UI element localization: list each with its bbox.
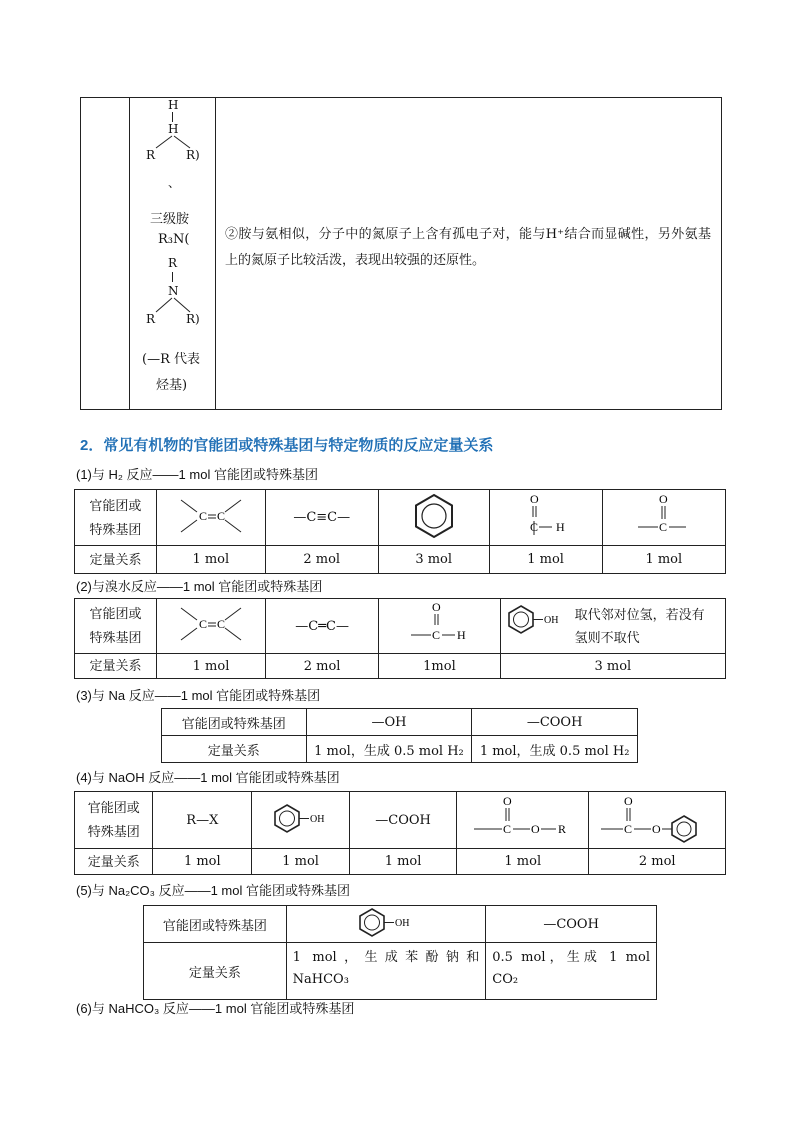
phenol-oh: OH — [394, 918, 410, 929]
table1-amount: 1 mol — [645, 552, 683, 567]
amine-table — [80, 97, 722, 410]
amine-n: N — [168, 284, 179, 298]
table3-header: 官能团或特殊基团 — [181, 715, 286, 731]
group-ester — [457, 792, 589, 849]
table5-amount: 1 mol，生成苯酚钠和 NaHCO₃ — [292, 950, 480, 987]
section-2-title: 2．常见有机物的官能团或特殊基团与特定物质的反应定量关系 — [80, 437, 494, 454]
group-aldehyde — [489, 490, 602, 546]
table1-header-cell — [75, 490, 157, 546]
phenol-note: 取代邻对位氢，若没有氢则不取代 — [574, 607, 705, 645]
svg-text:O: O — [529, 491, 539, 506]
group-phenyl-ester — [589, 792, 726, 849]
benzene-icon — [410, 492, 458, 540]
svg-text:O: O — [658, 491, 668, 506]
svg-text:O: O — [624, 794, 633, 808]
table5-na2co3 — [143, 905, 657, 1000]
group-phenol — [500, 599, 725, 654]
table3-group: —COOH — [526, 714, 583, 730]
table2-header-cell — [75, 599, 157, 654]
table1-amount: 3 mol — [415, 552, 453, 567]
svg-text:O: O — [432, 600, 442, 614]
amine-r-left: R — [146, 148, 156, 162]
amine-note-2: 烃基) — [156, 378, 188, 393]
table3-na — [161, 708, 638, 763]
table1-amount: 1 mol — [192, 552, 230, 567]
table1-row-label: 定量关系 — [89, 551, 142, 567]
table2-amount: 1mol — [423, 658, 456, 674]
table4-amount: 1 mol — [504, 854, 542, 869]
svg-text:C: C — [529, 519, 538, 534]
table4-row-label: 定量关系 — [87, 853, 140, 869]
table3-row-label: 定量关系 — [207, 742, 260, 758]
group-carbonyl — [602, 490, 725, 546]
table2-caption: (2)与溴水反应——1 mol 官能团或特殊基团 — [76, 579, 323, 594]
group-carboxyl: —COOH — [375, 812, 431, 828]
amine-r-top: R — [168, 256, 178, 270]
phenol-icon — [356, 906, 416, 938]
svg-text:C: C — [216, 508, 225, 523]
table4-header: 官能团或特殊基团 — [87, 800, 140, 839]
svg-text:C: C — [199, 617, 208, 631]
svg-text:C: C — [217, 617, 226, 631]
svg-text:O: O — [502, 794, 512, 808]
phenol-oh: OH — [543, 615, 559, 626]
group-alkyne — [266, 599, 379, 654]
table3-group: —OH — [371, 714, 407, 730]
svg-text:O: O — [652, 822, 661, 836]
phenol-icon — [505, 603, 565, 635]
alkyne-label: —C≡C— — [293, 510, 351, 525]
table1-amount: 2 mol — [303, 552, 341, 567]
table2-header: 官能团或特殊基团 — [89, 606, 142, 645]
svg-text:C: C — [502, 822, 511, 836]
group-phenol — [286, 906, 486, 943]
alkyne-label: —C═C— — [295, 618, 349, 634]
table6-caption: (6)与 NaHCO₃ 反应——1 mol 官能团或特殊基团 — [76, 1001, 355, 1016]
group-phenol — [252, 792, 350, 849]
table5-row-label: 定量关系 — [188, 964, 241, 980]
phenol-oh: OH — [309, 814, 325, 825]
amine-h-n: H — [168, 122, 179, 136]
table4-naoh — [74, 791, 726, 875]
table4-amount: 1 mol — [183, 854, 221, 869]
aldehyde-h: H — [555, 519, 565, 534]
amine-r-right: R) — [186, 148, 200, 162]
table1-h2 — [74, 489, 726, 574]
table1-header: 官能团或特殊基团 — [89, 497, 142, 537]
table2-row-label: 定量关系 — [89, 658, 142, 673]
amine-r-left-2: R — [146, 312, 156, 326]
table1-caption: (1)与 H₂ 反应——1 mol 官能团或特殊基团 — [76, 467, 318, 482]
ester-r: R — [557, 822, 566, 836]
table3-amount: 1 mol，生成 0.5 mol H₂ — [479, 743, 630, 759]
table4-amount: 1 mol — [282, 854, 319, 869]
table5-header: 官能团或特殊基团 — [162, 917, 267, 933]
amine-note-1: (—R 代表 — [142, 352, 200, 367]
amine-structures — [130, 98, 215, 409]
group-carboxyl: —COOH — [543, 916, 599, 932]
svg-text:C: C — [432, 628, 441, 642]
group-benzene — [378, 490, 489, 546]
table2-amount: 3 mol — [594, 658, 632, 674]
phenol-icon — [271, 802, 331, 834]
table4-amount: 2 mol — [638, 854, 676, 869]
group-alkyne — [265, 490, 378, 546]
tertiary-amine-formula: R₃N( — [158, 232, 190, 247]
group-alkene — [156, 490, 265, 546]
table5-caption: (5)与 Na₂CO₃ 反应——1 mol 官能团或特殊基团 — [76, 883, 350, 898]
svg-text:H: H — [457, 628, 467, 642]
table4-caption: (4)与 NaOH 反应——1 mol 官能团或特殊基团 — [76, 770, 340, 785]
svg-text:O: O — [530, 822, 540, 836]
amine-property-text: ②胺与氨相似，分子中的氮原子上含有孤电子对，能与H⁺结合而显碱性，另外氨基上的氮原子比较活泼，表现出较强的还原性。 — [225, 227, 711, 268]
amine-r-right-2: R) — [186, 312, 200, 326]
table5-amount: 0.5 mol，生成 1 mol CO₂ — [492, 950, 650, 987]
group-aldehyde — [379, 599, 500, 654]
table3-caption: (3)与 Na 反应——1 mol 官能团或特殊基团 — [76, 688, 321, 703]
svg-text:C: C — [658, 519, 667, 534]
table1-amount: 1 mol — [527, 552, 564, 567]
table2-amount: 2 mol — [303, 658, 341, 674]
amine-h-top: H — [168, 98, 179, 112]
group-alkene — [157, 599, 266, 654]
tertiary-amine-label: 三级胺 — [150, 212, 190, 227]
amine-separator: 、 — [168, 176, 181, 190]
svg-text:C: C — [198, 508, 207, 523]
table4-amount: 1 mol — [384, 854, 422, 869]
svg-text:C: C — [624, 822, 633, 836]
table2-bromine — [74, 598, 726, 679]
table3-amount: 1 mol，生成 0.5 mol H₂ — [314, 743, 464, 759]
table2-amount: 1 mol — [192, 658, 230, 674]
group-halide: R—X — [186, 812, 219, 828]
